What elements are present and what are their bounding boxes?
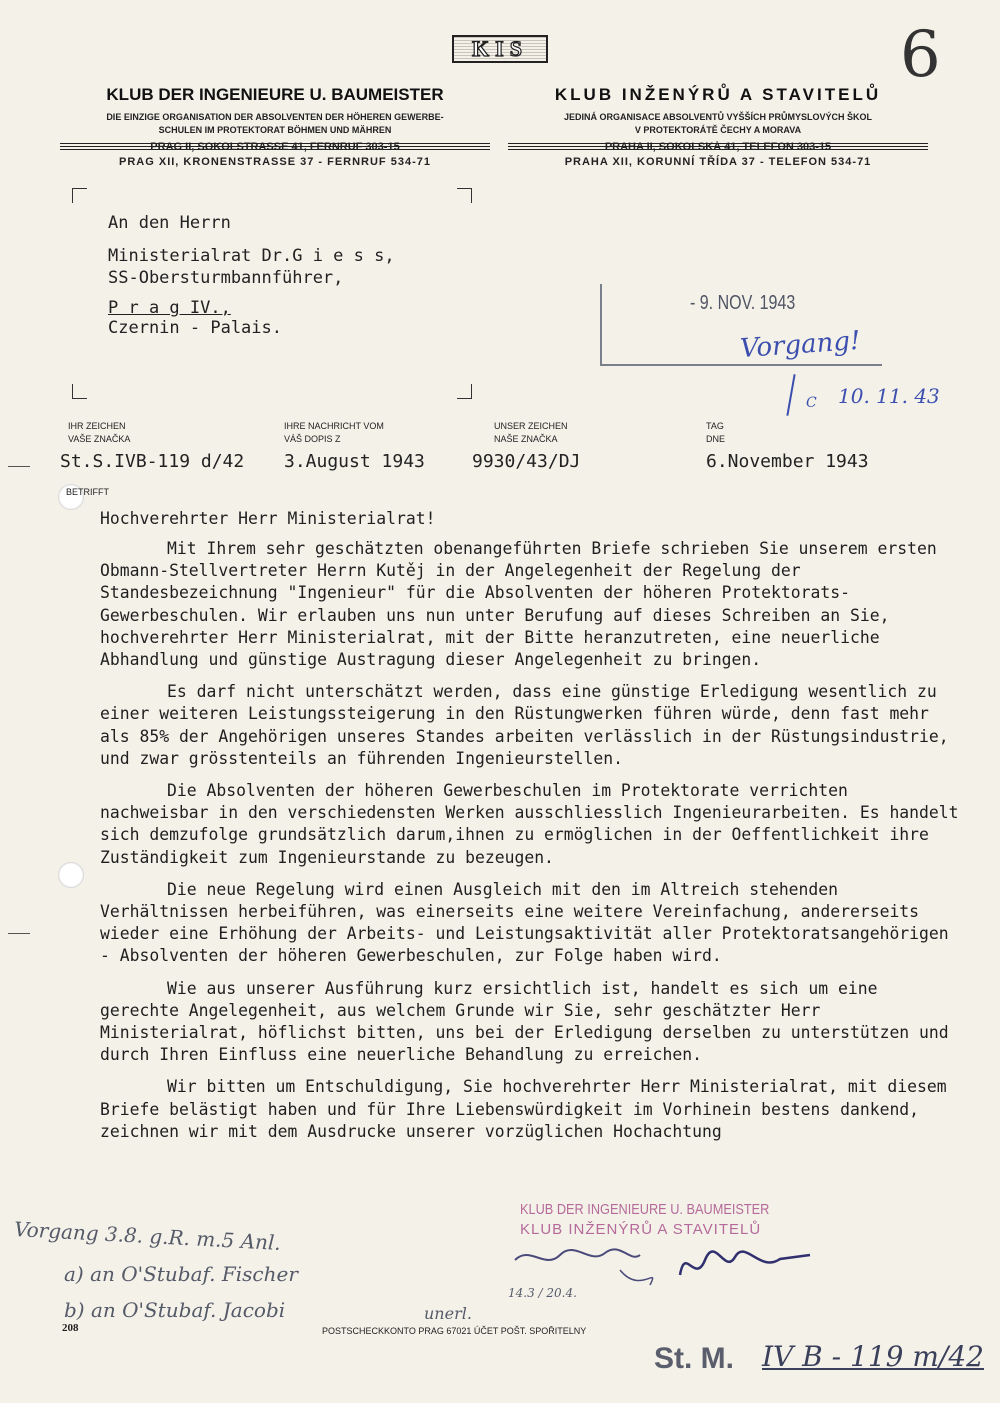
salutation: Hochverehrter Herr Ministerialrat! (100, 509, 436, 528)
old-address-czech: PRAHA II, SOKOLSKÁ 41, TELEFON 303-15 (508, 141, 928, 152)
received-stamp-date: - 9. NOV. 1943 (690, 292, 796, 314)
label-unser-zeichen-de: UNSER ZEICHEN (494, 421, 568, 431)
received-slash-mark (786, 374, 795, 416)
label-ihre-nachricht-cz: VÁŠ DOPIS Z (284, 434, 341, 444)
fold-mark (8, 933, 30, 934)
label-unser-zeichen-cz: NAŠE ZNAČKA (494, 434, 558, 444)
label-tag-de: TAG (706, 421, 724, 431)
handwritten-note-extra: unerl. (424, 1304, 472, 1323)
label-tag-cz: DNE (706, 434, 726, 444)
paragraph-1: Mit Ihrem sehr geschätzten obenangeführten Briefe schrieben Sie unserem ersten Obmann-Stellvertreter Herrn Kutěj in der Angelegenheit der Regelung der Standesbezeichnung "Ingenieur" für die Absolventen der höheren Protektorats-Gewerbeschulen. Wir erlauben uns nun unter Berufung auf dieses Schreiben an Sie, hochverehrter Herr Ministerialrat, mit der Bitte heranzutreten, eine neuerliche Abhandlung und günstige Austragung dieser Angelegenheit zu bringen. (100, 539, 937, 670)
value-ihr-zeichen: St.S.IVB-119 d/42 (60, 451, 245, 472)
value-ihre-nachricht: 3.August 1943 (284, 451, 425, 472)
label-betrifft: BETRIFFT (66, 487, 109, 497)
value-tag: 6.November 1943 (706, 451, 869, 472)
footer-postal-account: POSTSCHECKKONTO PRAG 67021 ÚČET POŠT. SPOŘITELNY (322, 1326, 587, 1336)
recipient-line-3: SS-Obersturmbannführer, (108, 268, 344, 288)
label-ihr-zeichen-de: IHR ZEICHEN (68, 421, 126, 431)
page-number-handwritten: 6 (900, 18, 941, 92)
value-unser-zeichen: 9930/43/DJ (472, 451, 581, 472)
address-czech: PRAHA XII, KORUNNÍ TŘÍDA 37 - TELEFON 534-71 (564, 156, 872, 168)
label-ihr-zeichen-cz: VAŠE ZNAČKA (68, 434, 131, 444)
old-address-german: PRAG II, SOKOLSTRASSE 41, FERNRUF 303-15 (60, 141, 490, 152)
club-name-german: KLUB DER INGENIEURE U. BAUMEISTER (106, 85, 444, 104)
label-ihre-nachricht (284, 420, 384, 446)
recipient-line-4: P r a g IV., (108, 298, 231, 318)
punch-hole-bottom (58, 862, 84, 888)
handwritten-note-3: b) an O'Stubaf. Jacobi (64, 1298, 286, 1322)
received-date-handwritten: 10. 11. 43 (838, 384, 940, 408)
handwritten-dates: 14.3 / 20.4. (508, 1286, 577, 1300)
paragraph-5: Wie aus unserer Ausführung kurz ersichtlich ist, handelt es sich um eine gerechte Angelegenheit, aus welchem Grunde wir Sie, sehr geschätzter Herr Ministerialrat, höflichst bitten, uns bei der Erledigung derselben zu unterstützen und durch Ihren Einfluss eine neuerliche Behandlung zu erreichen. (100, 978, 949, 1065)
paragraph-6: Wir bitten um Entschuldigung, Sie hochverehrter Herr Ministerialrat, mit diesem Briefe belästigt haben und für Ihre Liebenswürdigkeit im Vorhinein bestens dankend, zeichnen wir mit dem Ausdrucke unserer vorzüglichen Hochachtung (100, 1077, 947, 1141)
window-corner-tr (457, 188, 472, 203)
recipient-line-2: Ministerialrat Dr.G i e s s, (108, 246, 395, 266)
club-subtitle-czech-2: V PROTEKTORÁTĚ ČECHY A MORAVA (634, 125, 802, 135)
recipient-line-1: An den Herrn (108, 213, 231, 233)
window-corner-bl (72, 384, 87, 399)
signature-stroke-1 (515, 1249, 640, 1260)
club-subtitle-czech-1: JEDINÁ ORGANISACE ABSOLVENTŮ VYŠŠÍCH PRŮMYSLOVÝCH ŠKOL (563, 112, 873, 122)
handwritten-note-1: Vorgang 3.8. g.R. m.5 Anl. (13, 1217, 282, 1255)
file-stamp-printed: St. M. (654, 1342, 734, 1375)
window-corner-tl (72, 188, 87, 203)
logo-text: KIS (472, 36, 528, 61)
handwritten-note-2: a) an O'Stubaf. Fischer (64, 1262, 298, 1286)
received-note-handwritten: Vorgang! (739, 325, 862, 365)
club-name-czech: KLUB INŽENÝRŮ A STAVITELŮ (554, 85, 882, 104)
label-ihr-zeichen (68, 420, 130, 446)
window-corner-br (457, 384, 472, 399)
received-initial-handwritten: C (806, 395, 817, 411)
club-stamp (520, 1200, 813, 1240)
label-unser-zeichen (494, 420, 568, 446)
letterhead-czech (508, 85, 928, 168)
recipient-line-5: Czernin - Palais. (108, 318, 282, 338)
paragraph-4: Die neue Regelung wird einen Ausgleich mit den im Altreich stehenden Verhältnissen herbeiführen, was einerseits eine weitere Vereinfachung, andererseits wieder eine Erhöhung der Arbeits- und Leistungsaktivität aller Protektoratsangehörigen - Absolventen der höheren Gewerbeschulen, zur Folge haben wird. (100, 879, 949, 966)
letter-body (100, 538, 966, 1153)
paragraph-2: Es darf nicht unterschätzt werden, dass eine günstige Erledigung wesentlich zu einer weiteren Leistungssteigerung in den Rüstungwerken führen würde, denn fast mehr als 85% der Angehörigen unseres Standes arbeiten verlässlich in der Rüstungsindustrie, und zwar grösstenteils an führenden Ingenieurstellen. (100, 682, 949, 768)
club-stamp-line-2: KLUB INŽENÝRŮ A STAVITELŮ (520, 1221, 762, 1238)
address-german: PRAG XII, KRONENSTRASSE 37 - FERNRUF 534-71 (119, 156, 431, 168)
club-subtitle-german-2: SCHULEN IM PROTEKTORAT BÖHMEN UND MÄHREN (158, 125, 392, 135)
paragraph-3: Die Absolventen der höheren Gewerbeschulen im Protektorate verrichten nachweisbar in den verschiedensten Werken ausschliesslich Ingenieurarbeiten. Es handelt sich demzufolge grundsätzlich darum,ihnen zu ermöglichen in der Oeffentlichkeit ihre Zuständigkeit zum Ingenieurstande zu bezeugen. (100, 781, 959, 867)
signature-stroke-3 (620, 1270, 653, 1285)
letterhead-german (60, 85, 490, 168)
signature-stroke-2 (680, 1252, 810, 1275)
club-stamp-line-1: KLUB DER INGENIEURE U. BAUMEISTER (520, 1201, 770, 1218)
footer-number: 208 (62, 1322, 79, 1334)
label-tag (706, 420, 725, 446)
club-subtitle-german-1: DIE EINZIGE ORGANISATION DER ABSOLVENTEN DER HÖHEREN GEWERBE- (106, 112, 444, 122)
label-ihre-nachricht-de: IHRE NACHRICHT VOM (284, 421, 384, 431)
file-stamp-handwritten: IV B - 119 m/42 (762, 1340, 984, 1373)
kis-logo (452, 35, 548, 63)
fold-mark (8, 466, 30, 467)
